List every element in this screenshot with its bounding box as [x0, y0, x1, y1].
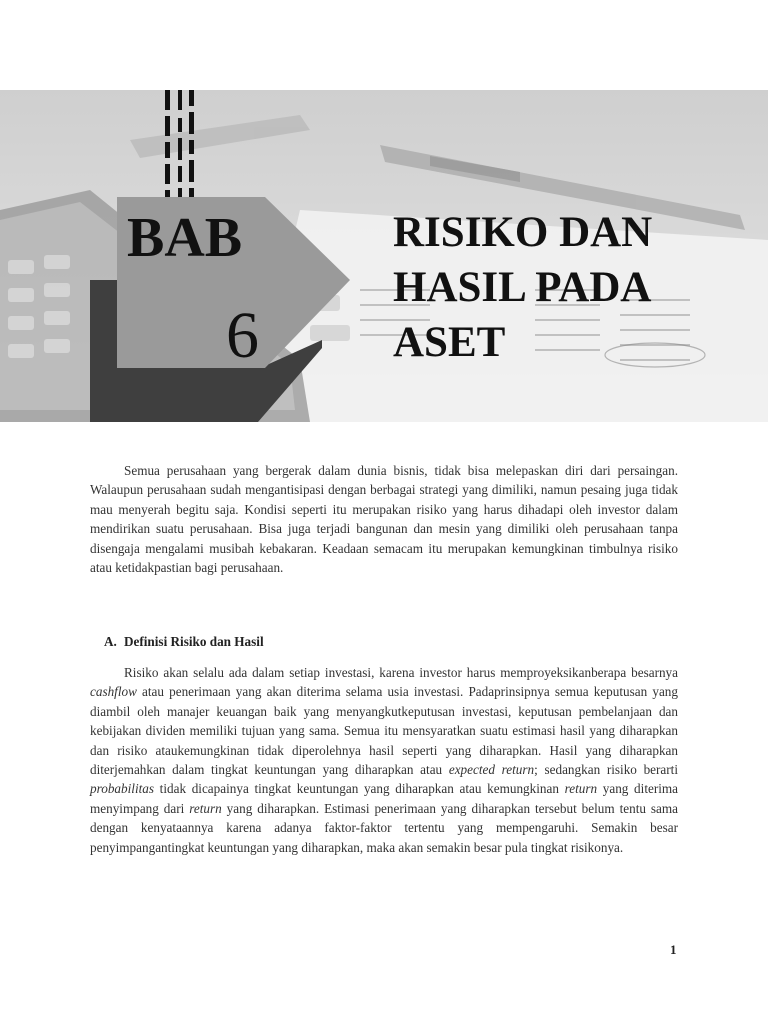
term-cashflow: cashflow	[90, 684, 137, 700]
definition-text-4: tidak dicapainya tingkat keuntungan yang diharapkan atau kemungkinan	[154, 781, 565, 797]
intro-text: Semua perusahaan yang bergerak dalam dunia bisnis, tidak bisa melepaskan diri dari persaingan. Walaupun perusahaan sudah mengantisipasi dengan berbagai strategi yang dimiliki, namun pesaing juga tidak mau menyerah begitu saja. Kondisi seperti itu merupakan risiko yang harus dihadapi oleh investor dalam mendirikan suatu perusahaan. Bisa juga terjadi bangunan dan mesin yang dimiliki oleh perusahaan tanpa disengaja mengalami musibah kebakaran. Keadaan semacam itu merupakan kemungkinan timbulnya risiko atau ketidakpastian bagi perusahaan.	[90, 463, 678, 576]
section-heading	[104, 634, 264, 650]
chapter-number: 6	[226, 299, 259, 372]
chapter-title	[393, 205, 652, 370]
definition-text-5: yang diterima menyimpang dari	[90, 781, 679, 816]
chapter-banner	[0, 90, 768, 422]
definition-text-1: Risiko akan selalu ada dalam setiap investasi, karena investor harus memproyeksikanberapa besarnya	[124, 665, 678, 680]
section-number: A.	[104, 634, 117, 649]
definition-paragraph	[90, 663, 678, 857]
chapter-title-line-2: HASIL PADA	[393, 264, 652, 311]
chapter-title-line-3: ASET	[393, 319, 506, 366]
banner-photo-illustration	[0, 90, 768, 422]
definition-text-2: atau penerimaan yang akan diterima selama usia investasi. Padaprinsipnya semua keputusan yang diambil oleh manajer keuangan baik yang menyangkutkeputusan investasi, keputusan pembelanjaan dan kebijakan dividen memiliki tujuan yang sama. Semua itu mensyaratkan suatu estimasi hasil yang diharapkan dan risiko ataukemungkinan tidak diperolehnya hasil seperti yang diharapkan. Hasil yang diharapkan diterjemahkan dalam tingkat keuntungan yang diharapkan atau	[90, 684, 678, 778]
term-expected-return: expected return	[448, 762, 535, 778]
intro-paragraph	[90, 461, 678, 577]
chapter-title-line-1: RISIKO DAN	[393, 209, 653, 256]
term-probabilitas: probabilitas	[90, 781, 154, 797]
definition-text-6: yang diharapkan. Estimasi penerimaan yang diharapkan tersebut belum tentu sama dengan kenyataannya karena adanya faktor-faktor tertentu yang mempengaruhi. Semakin besar penyimpangantingkat keuntungan yang diharapkan, maka akan semakin besar pula tingkat risikonya.	[90, 800, 678, 855]
term-return-2: return	[189, 800, 222, 816]
definition-text-3: ; sedangkan risiko berarti	[534, 762, 678, 778]
page-number: 1	[670, 942, 677, 957]
section-title: Definisi Risiko dan Hasil	[124, 634, 264, 649]
chapter-label: BAB	[127, 207, 243, 269]
term-return-1: return	[564, 781, 598, 797]
